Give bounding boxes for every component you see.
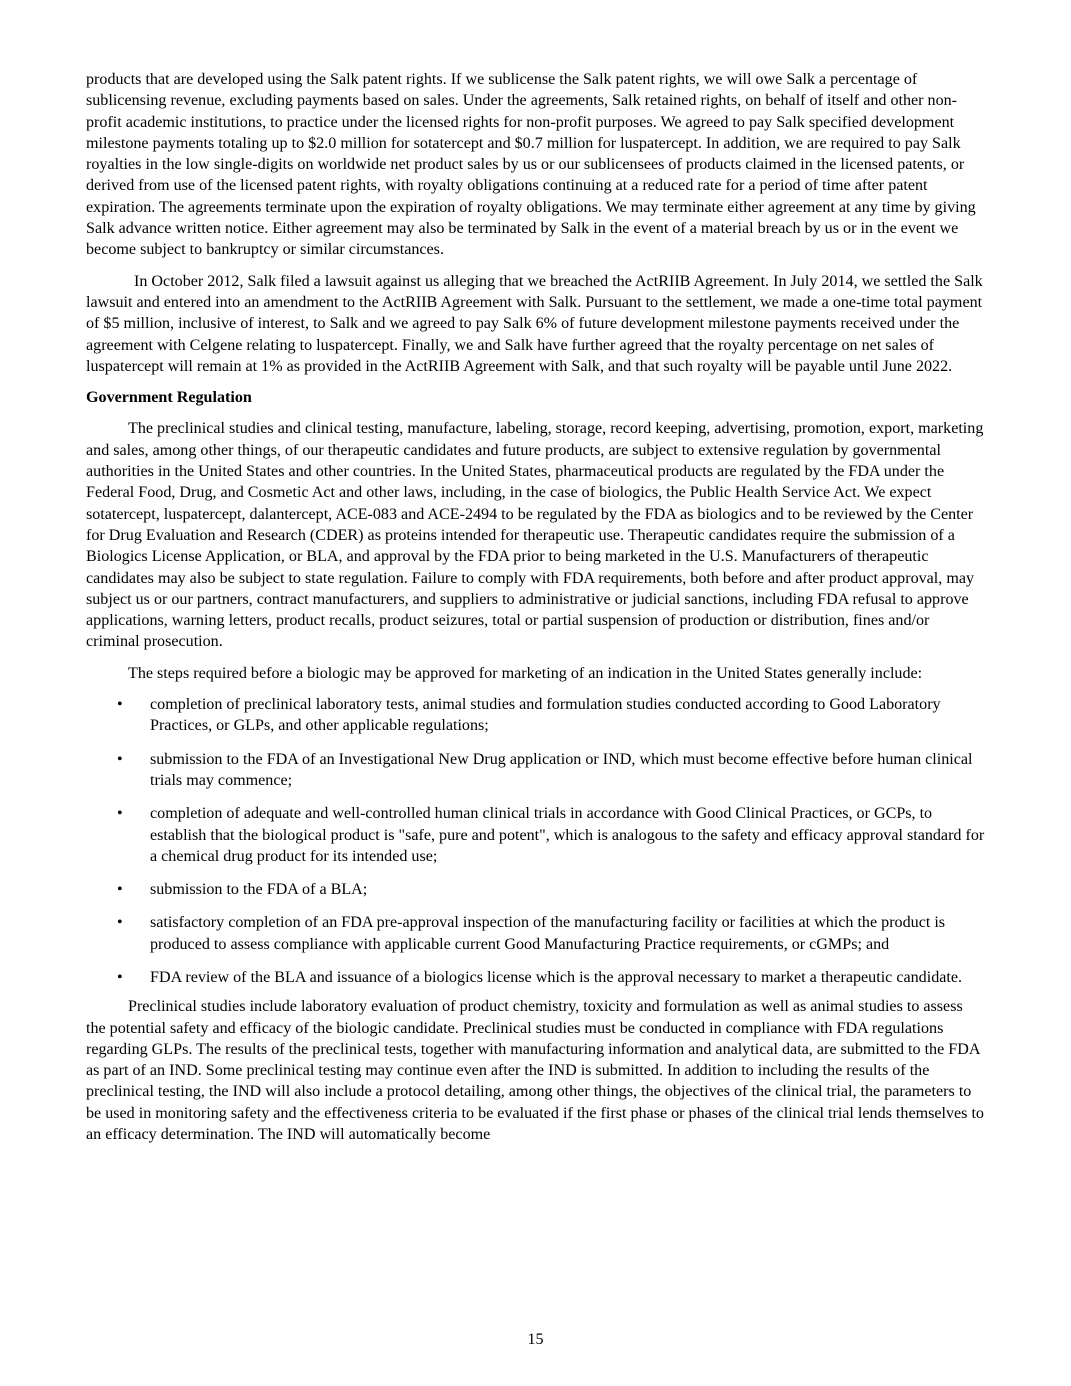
list-item bbox=[86, 749, 986, 792]
paragraph-preclinical-studies: Preclinical studies include laboratory evaluation of product chemistry, toxicity and formulation as well as animal studies to assess the potential safety and efficacy of the biologic candidate. Preclinical studies must be conducted in compliance with FDA regulations regarding GLPs. The results of the preclinical tests, together with manufacturing information and analytical data, are submitted to the FDA as part of an IND. Some preclinical testing may continue even after the IND is submitted. In addition to including the results of the preclinical testing, the IND will also include a protocol detailing, among other things, the objectives of the clinical trial, the parameters to be used in monitoring safety and the effectiveness criteria to be evaluated if the first phase or phases of the clinical trial lends themselves to an efficacy determination. The IND will automatically become bbox=[86, 998, 984, 1144]
list-item bbox=[86, 803, 986, 867]
paragraph-salk-license-terms: products that are developed using the Salk patent rights. If we sublicense the Salk patent rights, we will owe Salk a percentage of sublicensing revenue, excluding payments based on sales. Under the agreements, Salk retained rights, on behalf of itself and other non-profit academic institutions, to practice under the licensed rights for non-profit purposes. We agreed to pay Salk specified development milestone payments totaling up to $2.0 million for sotatercept and $0.7 million for luspatercept. In addition, we are required to pay Salk royalties in the low single-digits on worldwide net product sales by us or our sublicensees of products claimed in the licensed patents, or derived from use of the licensed patent rights, with royalty obligations continuing at a reduced rate for a period of time after patent expiration. The agreements terminate upon the expiration of royalty obligations. We may terminate either agreement at any time by giving Salk advance written notice. Either agreement may also be terminated by Salk in the event of a material breach by us or in the event we become subject to bankruptcy or similar circumstances. bbox=[86, 71, 976, 259]
document-page bbox=[86, 69, 986, 1155]
list-item-text: submission to the FDA of an Investigational New Drug application or IND, which must become effective before human clinical trials may commence; bbox=[150, 750, 973, 789]
list-item-text: satisfactory completion of an FDA pre-approval inspection of the manufacturing facility or facilities at which the product is produced to assess compliance with applicable current Good Manufacturing Practice requirements, or cGMPs; and bbox=[150, 914, 946, 953]
approval-steps-list bbox=[86, 694, 986, 988]
section-heading-government-regulation: Government Regulation bbox=[86, 389, 252, 407]
bullet-icon: • bbox=[117, 805, 123, 823]
paragraph-regulation-overview: The preclinical studies and clinical testing, manufacture, labeling, storage, record keeping, advertising, promotion, export, marketing and sales, among other things, of our therapeutic candidates and future products, are subject to extensive regulation by governmental authorities in the United States and other countries. In the United States, pharmaceutical products are regulated by the FDA under the Federal Food, Drug, and Cosmetic Act and other laws, including, in the case of biologics, the Public Health Service Act. We expect sotatercept, luspatercept, dalantercept, ACE-083 and ACE-2494 to be regulated by the FDA as biologics and to be reviewed by the Center for Drug Evaluation and Research (CDER) as proteins intended for therapeutic use. Therapeutic candidates require the submission of a Biologics License Application, or BLA, and approval by the FDA prior to being marketed in the U.S. Manufacturers of therapeutic candidates may also be subject to state regulation. Failure to comply with FDA requirements, both before and after product approval, may subject us or our partners, contract manufacturers, and suppliers to administrative or judicial sanctions, including FDA refusal to approve applications, warning letters, product recalls, product seizures, total or partial suspension of production or distribution, fines and/or criminal prosecution. bbox=[86, 420, 984, 651]
list-item-text: completion of adequate and well-controlled human clinical trials in accordance with Good Clinical Practices, or GCPs, to establish that the biological product is "safe, pure and potent", which is analogous to the safety and efficacy approval standard for a chemical drug product for its intended use; bbox=[150, 805, 985, 865]
page-number: 15 bbox=[527, 1331, 544, 1348]
list-item bbox=[86, 912, 986, 955]
list-item-text: FDA review of the BLA and issuance of a biologics license which is the approval necessary to market a therapeutic candidate. bbox=[150, 968, 963, 986]
paragraph-approval-steps-intro: The steps required before a biologic may be approved for marketing of an indication in the United States generally include: bbox=[128, 664, 923, 682]
bullet-icon: • bbox=[117, 750, 123, 768]
paragraph-salk-lawsuit: In October 2012, Salk filed a lawsuit against us alleging that we breached the ActRIIB Agreement. In July 2014, we settled the Salk lawsuit and entered into an amendment to the ActRIIB Agreement with Salk. Pursuant to the settlement, we made a one-time total payment of $5 million, inclusive of interest, to Salk and we agreed to pay Salk 6% of future development milestone payments received under the agreement with Celgene relating to luspatercept. Finally, we and Salk have further agreed that the royalty percentage on net sales of luspatercept will remain at 1% as provided in the ActRIIB Agreement with Salk, and that such royalty will be payable until June 2022. bbox=[86, 272, 983, 375]
bullet-icon: • bbox=[117, 968, 123, 986]
list-item bbox=[86, 967, 986, 988]
bullet-icon: • bbox=[117, 696, 123, 714]
bullet-icon: • bbox=[117, 881, 123, 899]
list-item-text: completion of preclinical laboratory tests, animal studies and formulation studies conducted according to Good Laboratory Practices, or GLPs, and other applicable regulations; bbox=[150, 696, 941, 735]
list-item-text: submission to the FDA of a BLA; bbox=[150, 881, 368, 899]
list-item bbox=[86, 694, 986, 737]
list-item bbox=[86, 879, 986, 900]
bullet-icon: • bbox=[117, 914, 123, 932]
